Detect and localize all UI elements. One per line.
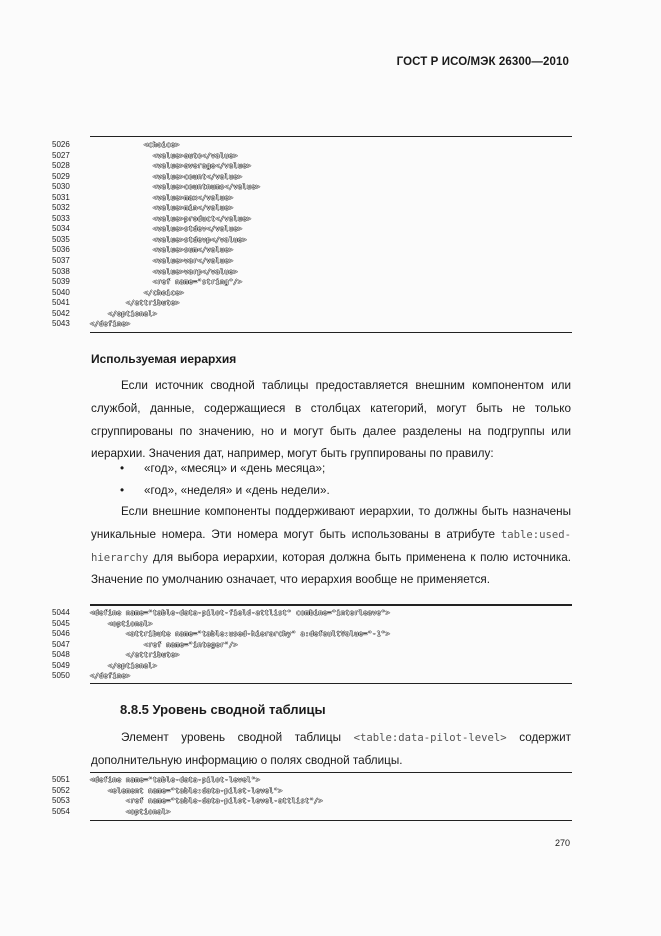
paragraph-pilot-level xyxy=(91,727,571,773)
line-number: 5029 xyxy=(52,171,70,181)
code-text: <ref name="table-data-pilot-level-attlist"/> xyxy=(90,796,323,806)
list-item-text: «год», «месяц» и «день месяца»; xyxy=(144,462,326,475)
code-text: <optional> xyxy=(90,618,153,628)
paragraph-hierarchy-intro xyxy=(91,375,571,466)
line-number: 5031 xyxy=(52,192,70,202)
paragraph-text: Элемент уровень сводной таблицы xyxy=(121,731,354,744)
line-number: 5039 xyxy=(52,277,70,287)
code-text: <optional> xyxy=(90,806,171,816)
line-number: 5053 xyxy=(52,796,70,806)
code-text: </define> xyxy=(90,319,131,329)
code-line xyxy=(52,288,572,299)
code-text: <define name="table-data-pilot-level"> xyxy=(90,775,261,784)
paragraph-hierarchy-numbers xyxy=(91,501,571,592)
line-number: 5037 xyxy=(52,256,70,266)
code-line xyxy=(52,319,572,330)
code-line xyxy=(52,277,572,288)
code-listing-2 xyxy=(52,604,572,684)
code-line xyxy=(52,640,572,651)
paragraph-text: для выбора иерархии, которая должна быть применена к полю источника. Значение по умолчанию означает, что иерархия вообще не применяется. xyxy=(91,550,571,587)
code-listing-3 xyxy=(52,772,572,821)
paragraph-text: Если источник сводной таблицы предоставляется внешним компонентом или службой, данные, содержащиеся в столбцах категорий, могут быть не только сгруппированы по значению, но и могут быть далее разделены на подгруппы или иерархии. Значения дат, например, могут быть группированы по правилу: xyxy=(91,379,571,461)
code-line xyxy=(52,796,572,807)
code-text: <value>min</value> xyxy=(90,203,234,213)
line-number: 5032 xyxy=(52,203,70,213)
code-line xyxy=(52,786,572,797)
line-number: 5026 xyxy=(52,140,70,149)
code-text: </choice> xyxy=(90,287,185,297)
code-text: </define> xyxy=(90,671,131,681)
list-item xyxy=(120,462,325,475)
code-line xyxy=(52,619,572,630)
code-text: <value>stdev</value> xyxy=(90,224,243,234)
line-number: 5045 xyxy=(52,618,70,628)
code-line xyxy=(52,775,572,786)
code-line xyxy=(52,608,572,619)
code-text: <value>product</value> xyxy=(90,213,252,223)
code-text: <value>auto</value> xyxy=(90,150,238,160)
code-line xyxy=(52,661,572,672)
code-text: </attribute> xyxy=(90,650,180,660)
code-text: <value>countnums</value> xyxy=(90,182,261,192)
line-number: 5044 xyxy=(52,608,70,617)
line-number: 5030 xyxy=(52,182,70,192)
code-line xyxy=(52,807,572,818)
code-line xyxy=(52,245,572,256)
code-text: </attribute> xyxy=(90,298,180,308)
code-text: <value>max</value> xyxy=(90,192,234,202)
paragraph-text: Если внешние компоненты поддерживают иерархии, то должны быть назначены уникальные номера. Эти номера могут быть использованы в атрибуте xyxy=(91,505,571,541)
code-line xyxy=(52,650,572,661)
code-line xyxy=(52,235,572,246)
code-text: <attribute name="table:used-hierarchy" a:defaultValue="-1"> xyxy=(90,629,390,639)
code-line xyxy=(52,172,572,183)
line-number: 5050 xyxy=(52,671,70,681)
code-text: <value>varp</value> xyxy=(90,266,238,276)
code-line xyxy=(52,224,572,235)
line-number: 5036 xyxy=(52,245,70,255)
code-text: <ref name="integer"/> xyxy=(90,639,238,649)
line-number: 5052 xyxy=(52,785,70,795)
line-number: 5042 xyxy=(52,308,70,318)
code-line xyxy=(52,193,572,204)
code-listing-1 xyxy=(52,136,572,333)
inline-code: <table:data-pilot-level> xyxy=(353,732,507,744)
code-text: </optional> xyxy=(90,308,158,318)
line-number: 5035 xyxy=(52,234,70,244)
code-text: <element name="table:data-pilot-level"> xyxy=(90,785,283,795)
code-line xyxy=(52,671,572,682)
line-number: 5046 xyxy=(52,629,70,639)
code-text: </optional> xyxy=(90,660,158,670)
code-line xyxy=(52,203,572,214)
code-text: <value>stdevp</value> xyxy=(90,234,247,244)
code-text: <value>count</value> xyxy=(90,171,243,181)
code-text: <choice> xyxy=(90,140,180,149)
code-line xyxy=(52,182,572,193)
line-number: 5054 xyxy=(52,806,70,816)
line-number: 5041 xyxy=(52,298,70,308)
line-number: 5040 xyxy=(52,287,70,297)
code-line xyxy=(52,629,572,640)
code-text: <value>var</value> xyxy=(90,256,234,266)
code-line xyxy=(52,309,572,320)
line-number: 5034 xyxy=(52,224,70,234)
inline-code: table:used-hierarchy xyxy=(91,528,571,564)
paragraph-text: содержит дополнительную информацию о полях сводной таблицы. xyxy=(91,731,571,767)
code-line xyxy=(52,140,572,151)
line-number: 5043 xyxy=(52,319,70,329)
code-line xyxy=(52,298,572,309)
line-number: 5049 xyxy=(52,660,70,670)
line-number: 5033 xyxy=(52,213,70,223)
document-header: ГОСТ Р ИСО/МЭК 26300—2010 xyxy=(396,56,569,68)
line-number: 5027 xyxy=(52,150,70,160)
code-text: <value>sum</value> xyxy=(90,245,234,255)
page-number: 270 xyxy=(554,838,570,848)
section-heading-used-hierarchy: Используемая иерархия xyxy=(91,352,237,366)
line-number: 5047 xyxy=(52,639,70,649)
list-item xyxy=(120,484,330,497)
code-text: <ref name="string"/> xyxy=(90,277,243,287)
section-heading-pilot-level: 8.8.5 Уровень сводной таблицы xyxy=(120,702,326,717)
bullet-icon: • xyxy=(120,462,125,475)
list-item-text: «год», «неделя» и «день недели». xyxy=(144,484,330,497)
code-line xyxy=(52,267,572,278)
line-number: 5051 xyxy=(52,775,70,784)
code-line xyxy=(52,256,572,267)
bullet-icon: • xyxy=(120,484,125,497)
code-text: <define name="table-data-pilot-field-attlist" combine="interleave"> xyxy=(90,608,390,617)
code-text: <value>average</value> xyxy=(90,161,252,171)
code-line xyxy=(52,161,572,172)
line-number: 5038 xyxy=(52,266,70,276)
code-line xyxy=(52,214,572,225)
code-line xyxy=(52,151,572,162)
line-number: 5048 xyxy=(52,650,70,660)
line-number: 5028 xyxy=(52,161,70,171)
